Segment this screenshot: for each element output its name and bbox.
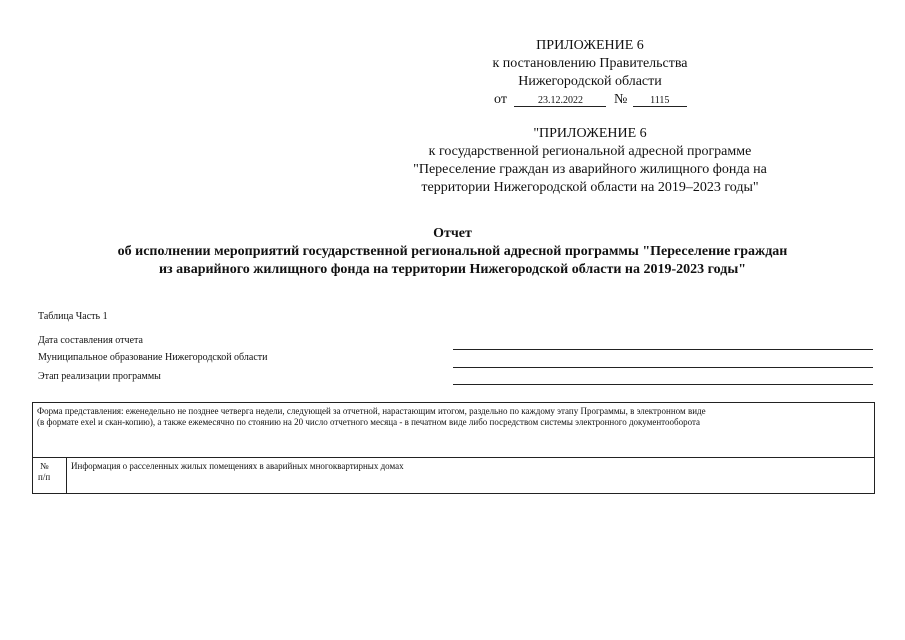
table-divider <box>33 457 874 458</box>
municipality-field-line <box>453 367 873 368</box>
date-prefix: от <box>494 92 507 107</box>
number-prefix: № <box>613 92 628 107</box>
date-field-line <box>453 349 873 350</box>
appendix-line3: Нижегородской области <box>518 74 662 89</box>
table-column-divider <box>66 457 67 493</box>
report-table <box>32 402 875 494</box>
date-label: Дата составления отчета <box>38 335 143 346</box>
appendix2-line3: "Переселение граждан из аварийного жилищного фонда на <box>413 162 767 177</box>
report-subtitle-line2: из аварийного жилищного фонда на территории Нижегородской области на 2019-2023 годы" <box>158 262 747 277</box>
table-label: Таблица Часть 1 <box>38 311 108 322</box>
stage-field-line <box>453 384 873 385</box>
appendix-date-row <box>494 92 687 108</box>
col1-pp-label: п/п <box>38 472 51 482</box>
appendix-title: ПРИЛОЖЕНИЕ 6 <box>536 38 644 53</box>
col2-header: Информация о расселенных жилых помещениях в аварийных многоквартирных домах <box>71 461 404 471</box>
appendix-line2: к постановлению Правительства <box>492 56 688 71</box>
appendix2-title: "ПРИЛОЖЕНИЕ 6 <box>533 126 647 141</box>
table-note-line2: (в формате exel и скан-копию), а также ежемесячно по стоянию на 20 число отчетного месяца - в печатном виде либо посредством системы электронного документооборота <box>37 417 700 427</box>
stage-label: Этап реализации программы <box>38 371 161 382</box>
report-title: Отчет <box>433 226 472 241</box>
appendix2-line2: к государственной региональной адресной программе <box>428 144 752 159</box>
report-subtitle-line1: об исполнении мероприятий государственной региональной адресной программы "Переселение граждан <box>117 244 788 259</box>
date-value: 23.12.2022 <box>514 95 606 107</box>
col1-number-label: № <box>40 461 49 471</box>
number-value: 1115 <box>633 95 687 107</box>
municipality-label: Муниципальное образование Нижегородской области <box>38 352 268 363</box>
appendix2-line4: территории Нижегородской области на 2019–2023 годы" <box>421 180 759 195</box>
table-note-line1: Форма представления: еженедельно не позднее четверга недели, следующей за отчетной, нарастающим итогом, раздельно по каждому этапу Программы, в электронном виде <box>37 406 706 416</box>
